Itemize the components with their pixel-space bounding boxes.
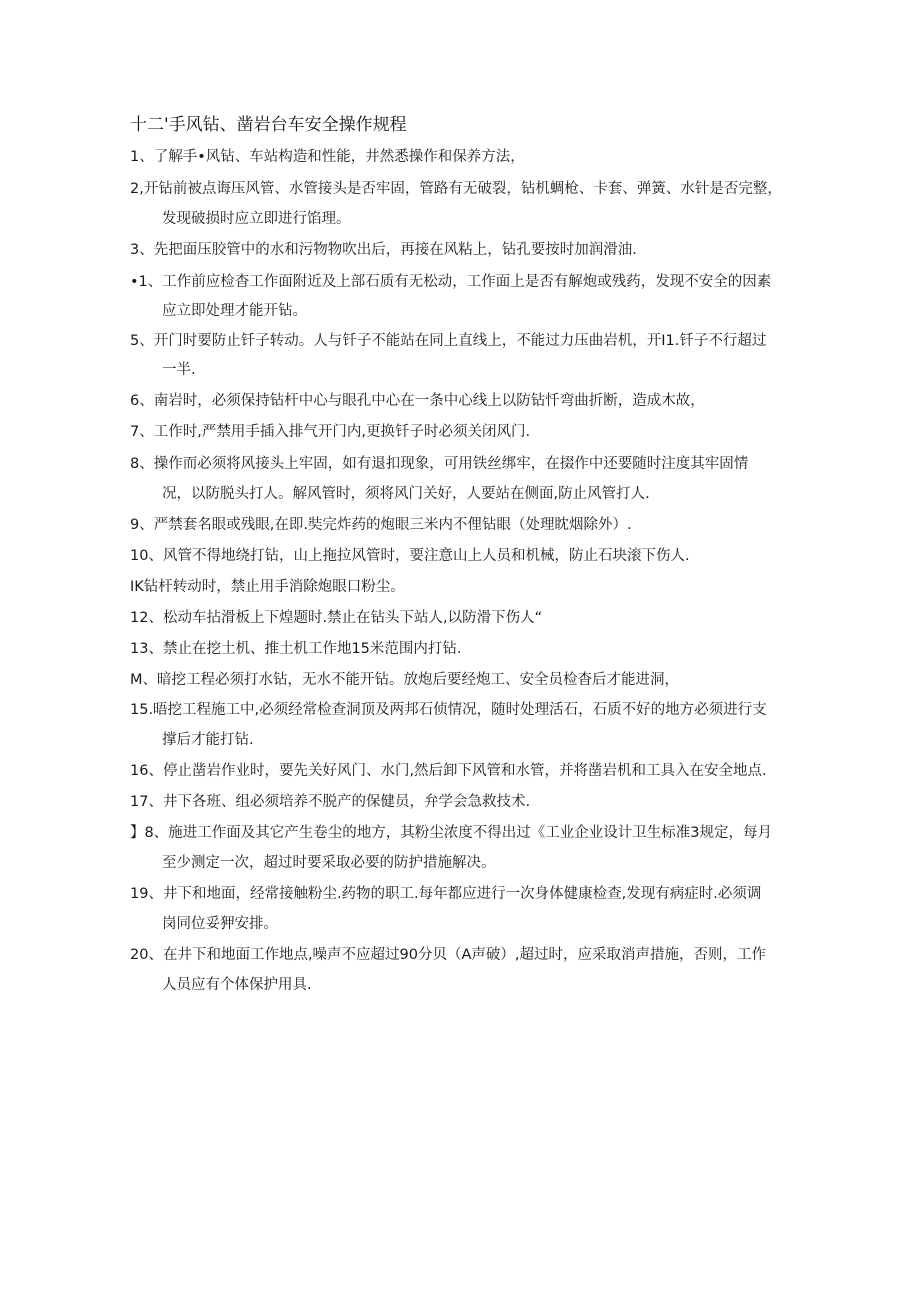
regulation-item-3: 3、先把面压胶管中的水和污物物吹出后，再接在风粘上，钻孔要按时加润滑油. [130, 242, 637, 258]
regulation-item-4-continuation: 应立即处理才能开钻。 [162, 303, 307, 319]
regulation-item-15-continuation: 撑后才能打钻. [162, 732, 254, 748]
regulation-item-20: 20、在井下和地面工作地点,噪声不应超过90分贝（A声破）,超过时，应采取消声措施，否则，工作 [130, 947, 767, 963]
regulation-item-2: 2,开钻前被点诲压风管、水管接头是否牢固，管路有无破裂，钻机蜩枪、卡套、弹簧、水针是否完整， [130, 181, 782, 197]
regulation-item-5-continuation: 一半. [162, 362, 196, 378]
regulation-item-9: 9、严禁套名眼或残眼,在即.奘完炸药的炮眼三米内不俚钻眼（处理眈烟除外）. [130, 517, 632, 533]
regulation-item-14: M、暗挖工程必须打水钻，无水不能开钻。放炮后要经炮工、安全员检杳后才能进洞， [130, 672, 680, 688]
regulation-item-6: 6、南岩时，必须保持钻杆中心与眼孔中心在一条中心线上以防钻忏弯曲折断，造成木故， [130, 393, 705, 409]
regulation-item-8: 8、操作而必须将风接头上牢固，如有退扣现象，可用铁丝绑牢，在掇作中还要随时注度其牢固情 [130, 456, 749, 472]
regulation-item-5: 5、开门时要防止钎子转动。人与钎子不能站在同上直线上，不能过力压曲岩机，开I1.钎子不行超过 [130, 333, 767, 349]
regulation-item-19: 19、井下和地面，经常接触粉尘.药物的职工.每年都应进行一次身体健康检查,发现有病症时.必须调 [130, 886, 762, 902]
regulation-item-7: 7、工作时,严禁用手插入排气开门内,更换钎子时必须关闭风门. [130, 424, 531, 440]
regulation-item-18: 】8、施进工作面及其它产生卷尘的地方，其粉尘浓度不得出过《工业企业设计卫生标准3规定，每月 [130, 825, 772, 841]
regulation-item-16: 16、停止凿岩作业时，要先关好风门、水门,然后卸下风管和水管，并将凿岩机和工具入在安全地点. [130, 763, 767, 779]
regulation-item-17: 17、井下各班、组必须培养不脱产的保健员，弁学会急救技术. [130, 794, 531, 810]
regulation-item-15: 15.晤挖工程施工中,必须经常检查洞顶及两邦石侦情况，随时处理活石，石质不好的地方必须进行支 [130, 702, 767, 718]
regulation-item-20-continuation: 人员应有个体保护用具. [162, 977, 312, 993]
regulation-item-10: 10、风管不得地绕打钻，山上拖拉风管时，要注意山上人员和机械，防止石块滚下伤人. [130, 548, 690, 564]
regulation-item-18-continuation: 至少测定一次，超过时要采取必要的防护措施解决。 [162, 855, 496, 871]
regulation-item-4: •1、工作前应检杳工作面附近及上部石质有无松动，工作面上是否有解炮或残药，发现不安全的因素 [130, 274, 772, 290]
regulation-item-12: 12、松动车拈滑板上下煌题时.禁止在钻头下站人,以防滑下伤人“ [130, 610, 543, 626]
regulation-item-1: 1、了解手•风钻、车站构造和性能，井然悉操作和保养方法， [130, 149, 525, 165]
regulation-item-19-continuation: 岗同位妥狎安排。 [162, 916, 278, 932]
regulation-item-11: IK钻杆转动时，禁止用手消除炮眼口粉尘。 [130, 579, 405, 595]
regulation-item-8-continuation: 况，以防脱头打人。解风管时，须将风门关好，人要站在侧面,防止风管打人. [162, 486, 650, 502]
regulation-item-2-continuation: 发现破损时应立即进行馅理。 [162, 211, 351, 227]
regulation-item-13: 13、禁止在挖土机、推土机工作地15米范围内打钻. [130, 641, 462, 657]
page-title: 十二'手风钻、凿岩台车安全操作规程 [130, 115, 407, 135]
